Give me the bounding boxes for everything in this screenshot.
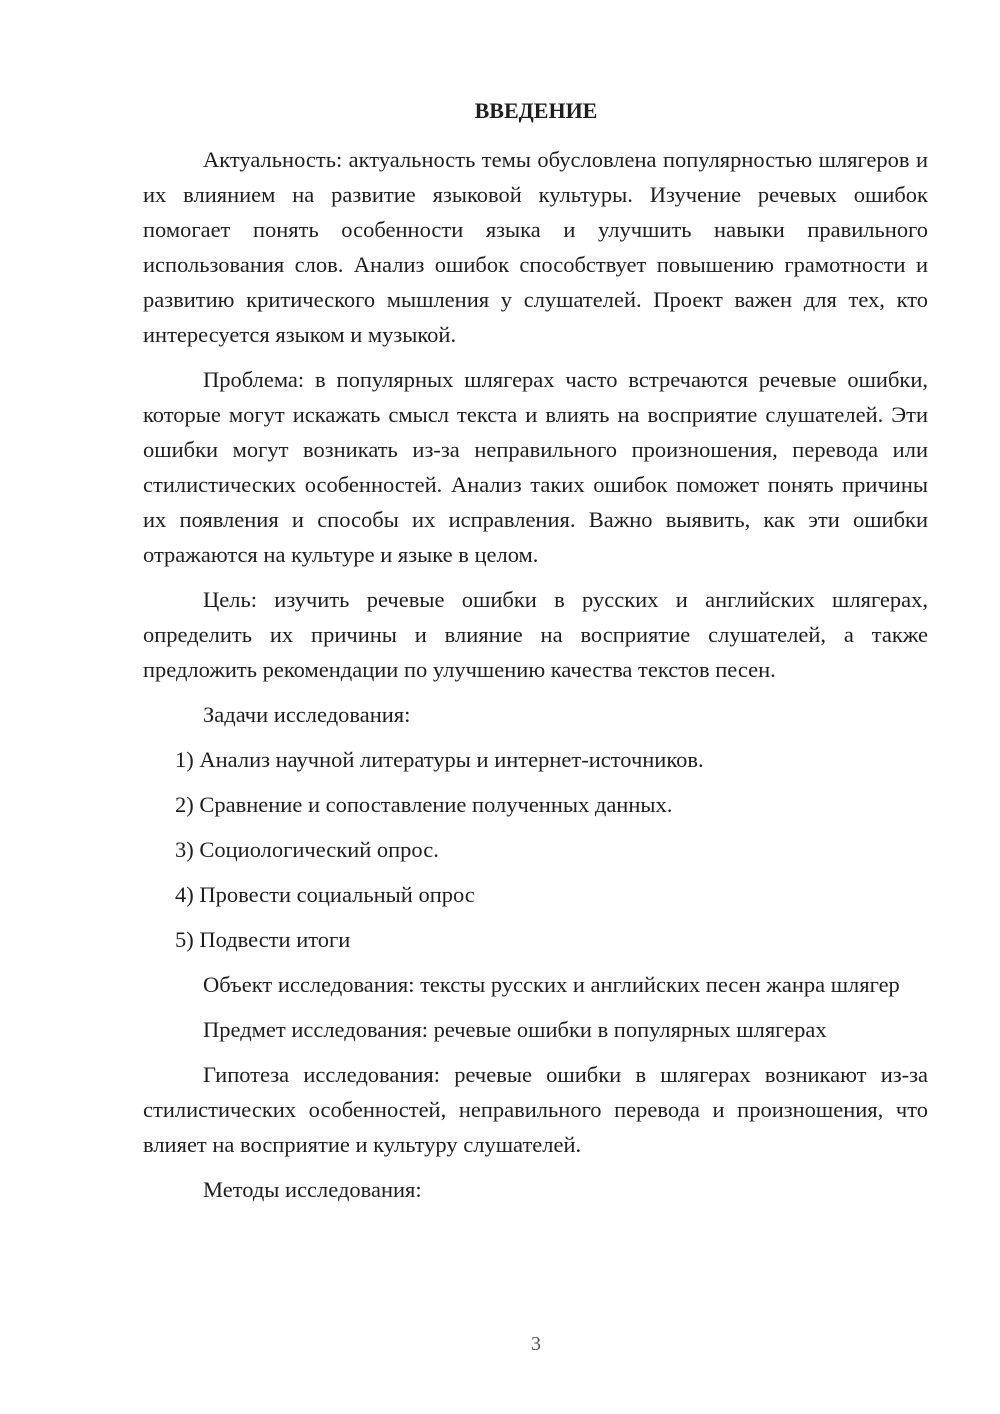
relevance-paragraph: Актуальность: актуальность темы обусловлена популярностью шлягеров и их влиянием на развитие языковой культуры. Изучение речевых ошибок помогает понять особенности языка и улучшить навыки правильного использования слов. Анализ ошибок способствует повышению грамотности и развитию критического мышления у слушателей. Проект важен для тех, кто интересуется языком и музыкой. bbox=[143, 147, 928, 347]
problem-paragraph: Проблема: в популярных шлягерах часто встречаются речевые ошибки, которые могут искажать смысл текста и влиять на восприятие слушателей. Эти ошибки могут возникать из-за неправильного произношения, перевода или стилистических особенностей. Анализ таких ошибок поможет понять причины их появления и способы их исправления. Важно выявить, как эти ошибки отражаются на культуре и языке в целом. bbox=[143, 367, 928, 567]
list-item: 2) Сравнение и сопоставление полученных данных. bbox=[175, 792, 673, 817]
list-item: 4) Провести социальный опрос bbox=[175, 882, 475, 907]
section-title: ВВЕДЕНИЕ bbox=[474, 98, 598, 123]
list-item: 3) Социологический опрос. bbox=[175, 837, 439, 862]
methods-heading: Методы исследования: bbox=[203, 1177, 422, 1202]
document-body bbox=[143, 142, 928, 1217]
goal-paragraph: Цель: изучить речевые ошибки в русских и английских шлягерах, определить их причины и влияние на восприятие слушателей, а также предложить рекомендации по улучшению качества текстов песен. bbox=[143, 587, 928, 682]
object-paragraph: Объект исследования: тексты русских и английских песен жанра шлягер bbox=[203, 972, 900, 997]
list-item: 5) Подвести итоги bbox=[175, 927, 351, 952]
list-item: 1) Анализ научной литературы и интернет-источников. bbox=[175, 747, 704, 772]
tasks-list bbox=[143, 742, 928, 957]
tasks-heading: Задачи исследования: bbox=[203, 702, 411, 727]
subject-paragraph: Предмет исследования: речевые ошибки в популярных шлягерах bbox=[203, 1017, 827, 1042]
hypothesis-paragraph: Гипотеза исследования: речевые ошибки в шлягерах возникают из-за стилистических особенностей, неправильного перевода и произношения, что влияет на восприятие и культуру слушателей. bbox=[143, 1062, 928, 1157]
page-number: 3 bbox=[531, 1333, 541, 1355]
